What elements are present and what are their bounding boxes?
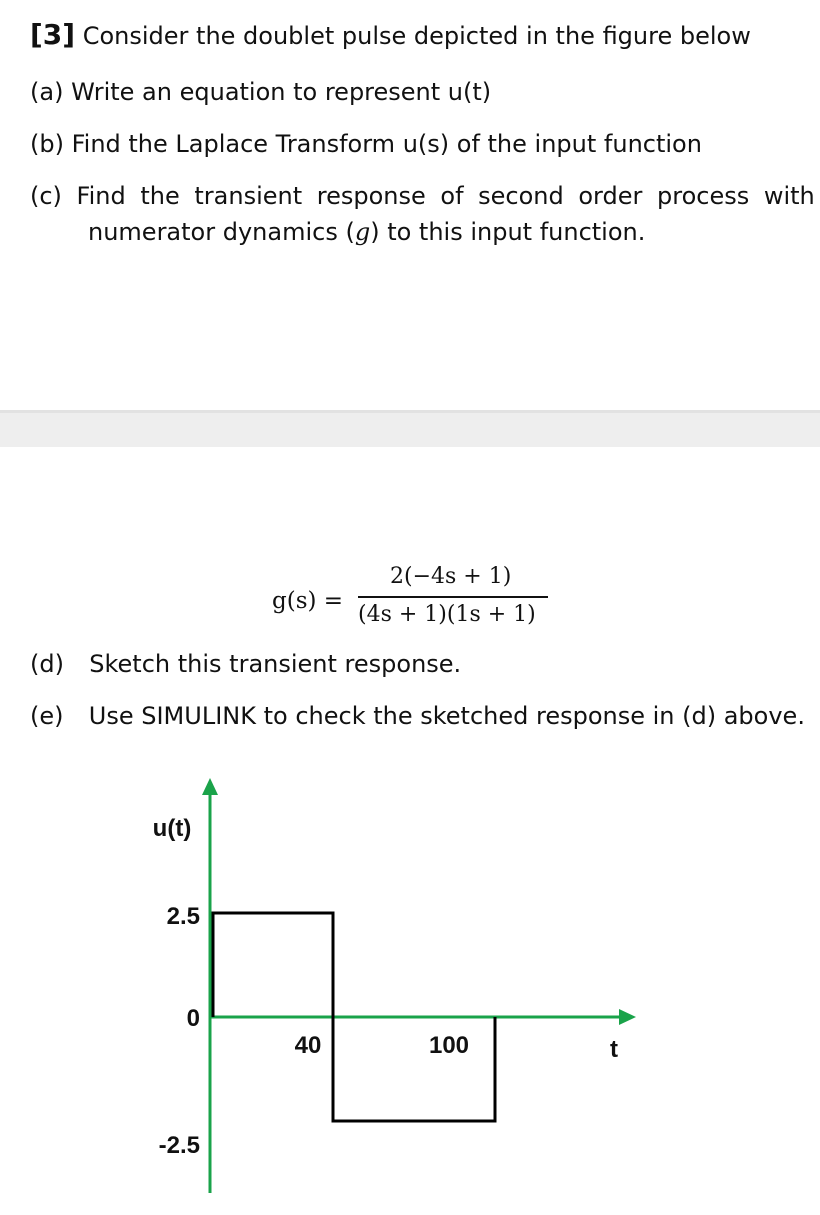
part-e-label: (e) (30, 702, 64, 730)
part-c-text-post: ) to this input function. (370, 218, 646, 246)
part-a: (a) Write an equation to represent u(t) (30, 78, 492, 106)
y-tick-label: 2.5 (166, 903, 200, 930)
y-axis-arrow-icon (202, 778, 218, 795)
x-tick-label: 100 (428, 1032, 470, 1059)
part-d-label: (d) (30, 650, 64, 678)
x-axis-label: t (610, 1036, 618, 1063)
y-tick-label: -2.5 (158, 1132, 200, 1159)
x-tick-label: 40 (294, 1032, 322, 1059)
part-c-line1: (c) Find the transient response of second order process with (30, 182, 815, 210)
part-b: (b) Find the Laplace Transform u(s) of the input function (30, 130, 702, 158)
y-tick-label: 0 (186, 1005, 200, 1032)
equation-numerator: 2(−4s + 1) (390, 564, 512, 589)
x-axis-arrow-icon (619, 1009, 636, 1025)
question-intro: Consider the doublet pulse depicted in the figure below (82, 22, 751, 50)
part-c-variable: g (354, 218, 371, 246)
part-e-text: Use SIMULINK to check the sketched response in (d) above. (88, 702, 805, 730)
part-d-text: Sketch this transient response. (89, 650, 462, 678)
part-c-text-pre: numerator dynamics ( (88, 218, 355, 246)
y-axis-label: u(t) (152, 815, 192, 842)
question-number: [3] (30, 18, 76, 51)
equation-lhs: g(s) = (272, 588, 344, 614)
equation-denominator: (4s + 1)(1s + 1) (358, 602, 536, 627)
